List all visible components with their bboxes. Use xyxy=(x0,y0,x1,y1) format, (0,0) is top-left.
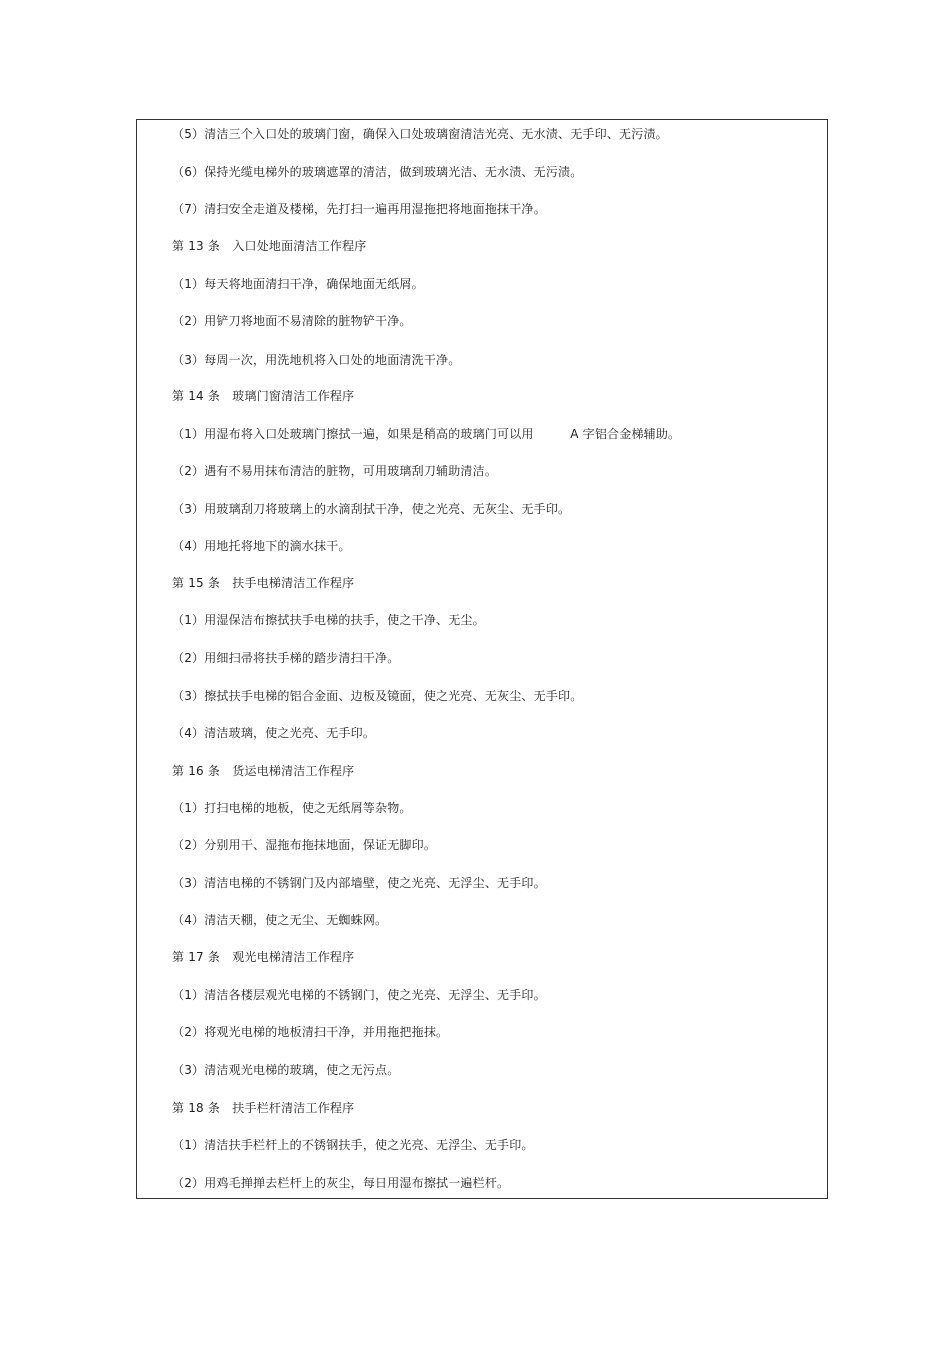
list-item: （2）用铲刀将地面不易清除的脏物铲干净。 xyxy=(172,314,412,328)
list-item: （3）清洁电梯的不锈钢门及内部墙壁，使之光亮、无浮尘、无手印。 xyxy=(172,876,546,890)
section-heading: 第 14 条 玻璃门窗清洁工作程序 xyxy=(172,389,355,403)
list-item: （2）遇有不易用抹布清洁的脏物，可用玻璃刮刀辅助清洁。 xyxy=(172,464,498,478)
section-heading: 第 17 条 观光电梯清洁工作程序 xyxy=(172,950,355,964)
list-item: （7）清扫安全走道及楼梯，先打扫一遍再用湿拖把将地面拖抹干净。 xyxy=(172,202,546,216)
list-item: （5）清洁三个入口处的玻璃门窗，确保入口处玻璃窗清洁光亮、无水渍、无手印、无污渍。 xyxy=(172,127,668,141)
list-item: （3）清洁观光电梯的玻璃，使之无污点。 xyxy=(172,1063,400,1077)
list-item: （3）用玻璃刮刀将玻璃上的水滴刮拭干净，使之光亮、无灰尘、无手印。 xyxy=(172,502,571,516)
list-item: （2）分别用干、湿拖布拖抹地面，保证无脚印。 xyxy=(172,838,437,852)
list-item: （1）清洁各楼层观光电梯的不锈钢门，使之光亮、无浮尘、无手印。 xyxy=(172,988,546,1002)
section-heading: 第 16 条 货运电梯清洁工作程序 xyxy=(172,764,355,778)
list-item: （4）清洁玻璃，使之光亮、无手印。 xyxy=(172,726,376,740)
list-item: （1）清洁扶手栏杆上的不锈钢扶手，使之光亮、无浮尘、无手印。 xyxy=(172,1138,534,1152)
section-heading: 第 18 条 扶手栏杆清洁工作程序 xyxy=(172,1101,355,1115)
list-item: （1）用湿保洁布擦拭扶手电梯的扶手，使之干净、无尘。 xyxy=(172,613,485,627)
list-item: （3）每周一次，用洗地机将入口处的地面清洗干净。 xyxy=(172,353,461,367)
list-item: （2）用细扫帚将扶手梯的踏步清扫干净。 xyxy=(172,651,400,665)
list-item: （1）每天将地面清扫干净，确保地面无纸屑。 xyxy=(172,277,424,291)
list-item: （1）打扫电梯的地板，使之无纸屑等杂物。 xyxy=(172,801,412,815)
list-item: （2）用鸡毛掸掸去栏杆上的灰尘，每日用湿布擦拭一遍栏杆。 xyxy=(172,1176,510,1190)
section-heading: 第 15 条 扶手电梯清洁工作程序 xyxy=(172,576,355,590)
list-item: （4）清洁天棚，使之无尘、无蜘蛛网。 xyxy=(172,913,388,927)
list-item: （6）保持光缆电梯外的玻璃遮罩的清洁，做到玻璃光洁、无水渍、无污渍。 xyxy=(172,165,583,179)
list-item: （1）用湿布将入口处玻璃门擦拭一遍，如果是稍高的玻璃门可以用 A 字铝合金梯辅助。 xyxy=(172,427,681,441)
list-item: （4）用地托将地下的滴水抹干。 xyxy=(172,539,351,553)
list-item: （2）将观光电梯的地板清扫干净，并用拖把拖抹。 xyxy=(172,1025,449,1039)
section-heading: 第 13 条 入口处地面清洁工作程序 xyxy=(172,239,367,253)
list-item: （3）擦拭扶手电梯的铝合金面、边板及镜面，使之光亮、无灰尘、无手印。 xyxy=(172,689,583,703)
